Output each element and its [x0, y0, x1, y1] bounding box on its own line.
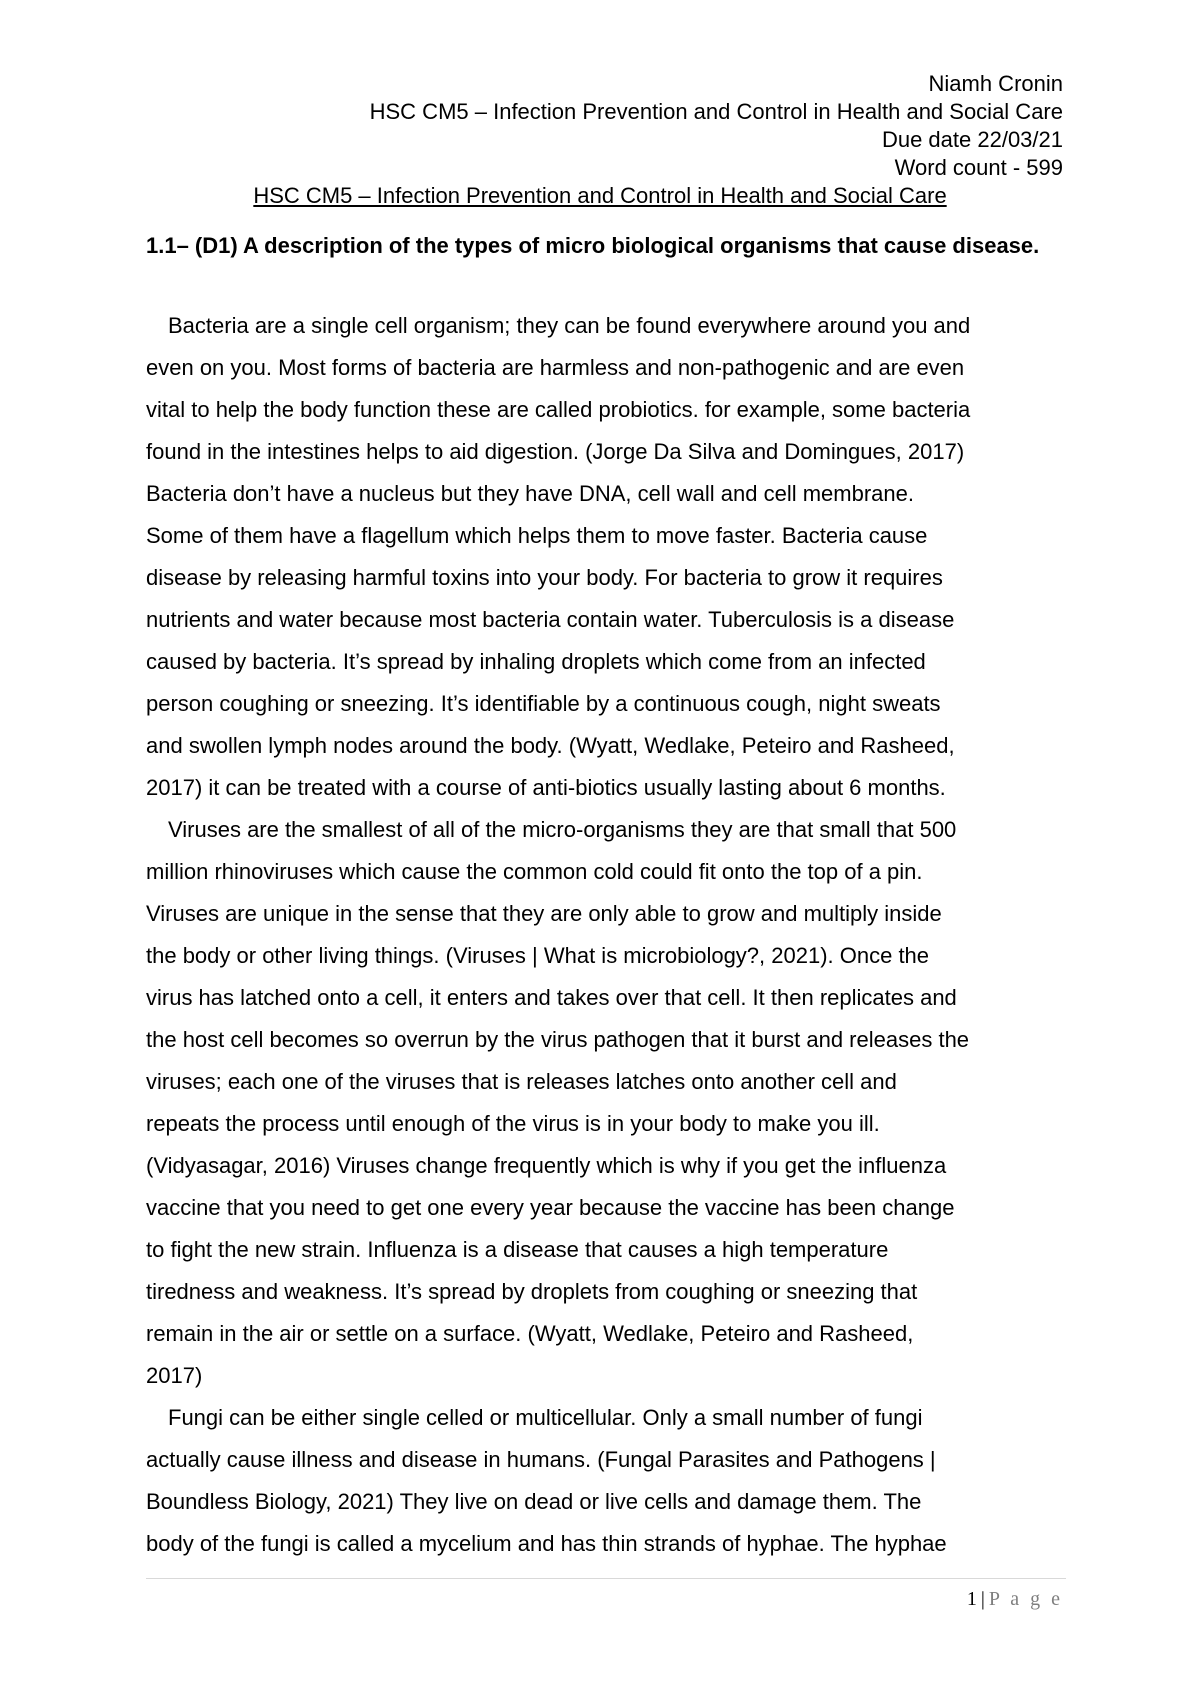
paragraph-line: million rhinoviruses which cause the common cold could fit onto the top of a pin.: [146, 859, 923, 884]
paragraph-line: Viruses are the smallest of all of the micro-organisms they are that small that 500: [168, 817, 957, 842]
paragraph-line: person coughing or sneezing. It’s identifiable by a continuous cough, night sweats: [146, 691, 941, 716]
paragraph-line: Bacteria don’t have a nucleus but they have DNA, cell wall and cell membrane.: [146, 481, 914, 506]
paragraph-line: actually cause illness and disease in humans. (Fungal Parasites and Pathogens |: [146, 1447, 936, 1472]
page-footer: [967, 1586, 1063, 1612]
word-count: Word count - 599: [894, 155, 1063, 180]
paragraph-line: vital to help the body function these are called probiotics. for example, some bacteria: [146, 397, 971, 422]
paragraph-line: Boundless Biology, 2021) They live on dead or live cells and damage them. The: [146, 1489, 922, 1514]
paragraph-line: caused by bacteria. It’s spread by inhaling droplets which come from an infected: [146, 649, 926, 674]
paragraph-line: disease by releasing harmful toxins into your body. For bacteria to grow it requires: [146, 565, 943, 590]
body-text: [146, 305, 1066, 1565]
paragraph-line: (Vidyasagar, 2016) Viruses change frequently which is why if you get the influenza: [146, 1153, 947, 1178]
author-name: Niamh Cronin: [928, 71, 1063, 96]
paragraph-line: tiredness and weakness. It’s spread by droplets from coughing or sneezing that: [146, 1279, 918, 1304]
paragraph-line: remain in the air or settle on a surface. (Wyatt, Wedlake, Peteiro and Rasheed,: [146, 1321, 914, 1346]
paragraph-line: viruses; each one of the viruses that is releases latches onto another cell and: [146, 1069, 897, 1094]
document-header: [370, 70, 1063, 182]
paragraph-line: vaccine that you need to get one every year because the vaccine has been change: [146, 1195, 955, 1220]
paragraph-line: and swollen lymph nodes around the body. (Wyatt, Wedlake, Peteiro and Rasheed,: [146, 733, 955, 758]
paragraph-line: nutrients and water because most bacteria contain water. Tuberculosis is a disease: [146, 607, 955, 632]
page-separator: |: [980, 1588, 985, 1610]
paragraph-line: the body or other living things. (Viruses | What is microbiology?, 2021). Once the: [146, 943, 930, 968]
paragraph-line: Viruses are unique in the sense that they are only able to grow and multiply inside: [146, 901, 942, 926]
paragraph-line: the host cell becomes so overrun by the virus pathogen that it burst and releases the: [146, 1027, 970, 1052]
paragraph-line: Some of them have a flagellum which helps them to move faster. Bacteria cause: [146, 523, 928, 548]
page-label: P a g e: [988, 1588, 1063, 1610]
document-title: HSC CM5 – Infection Prevention and Control in Health and Social Care: [253, 183, 947, 208]
paragraph-line: 2017): [146, 1363, 203, 1388]
paragraph-line: found in the intestines helps to aid digestion. (Jorge Da Silva and Domingues, 2017): [146, 439, 965, 464]
paragraph-line: even on you. Most forms of bacteria are harmless and non-pathogenic and are even: [146, 355, 965, 380]
paragraph-line: repeats the process until enough of the virus is in your body to make you ill.: [146, 1111, 880, 1136]
paragraph-line: virus has latched onto a cell, it enters and takes over that cell. It then replicates and: [146, 985, 957, 1010]
paragraph-line: 2017) it can be treated with a course of anti-biotics usually lasting about 6 months.: [146, 775, 946, 800]
course-title: HSC CM5 – Infection Prevention and Control in Health and Social Care: [369, 99, 1063, 124]
paragraph-line: body of the fungi is called a mycelium and has thin strands of hyphae. The hyphae: [146, 1531, 947, 1556]
due-date: Due date 22/03/21: [881, 127, 1063, 152]
paragraph-line: Bacteria are a single cell organism; they can be found everywhere around you and: [168, 313, 971, 338]
section-heading: 1.1– (D1) A description of the types of micro biological organisms that cause disease.: [146, 233, 1040, 258]
paragraph-line: to fight the new strain. Influenza is a disease that causes a high temperature: [146, 1237, 889, 1262]
footer-divider: [146, 1578, 1066, 1579]
paragraph-line: Fungi can be either single celled or multicellular. Only a small number of fungi: [168, 1405, 923, 1430]
page-number: 1: [966, 1588, 977, 1610]
